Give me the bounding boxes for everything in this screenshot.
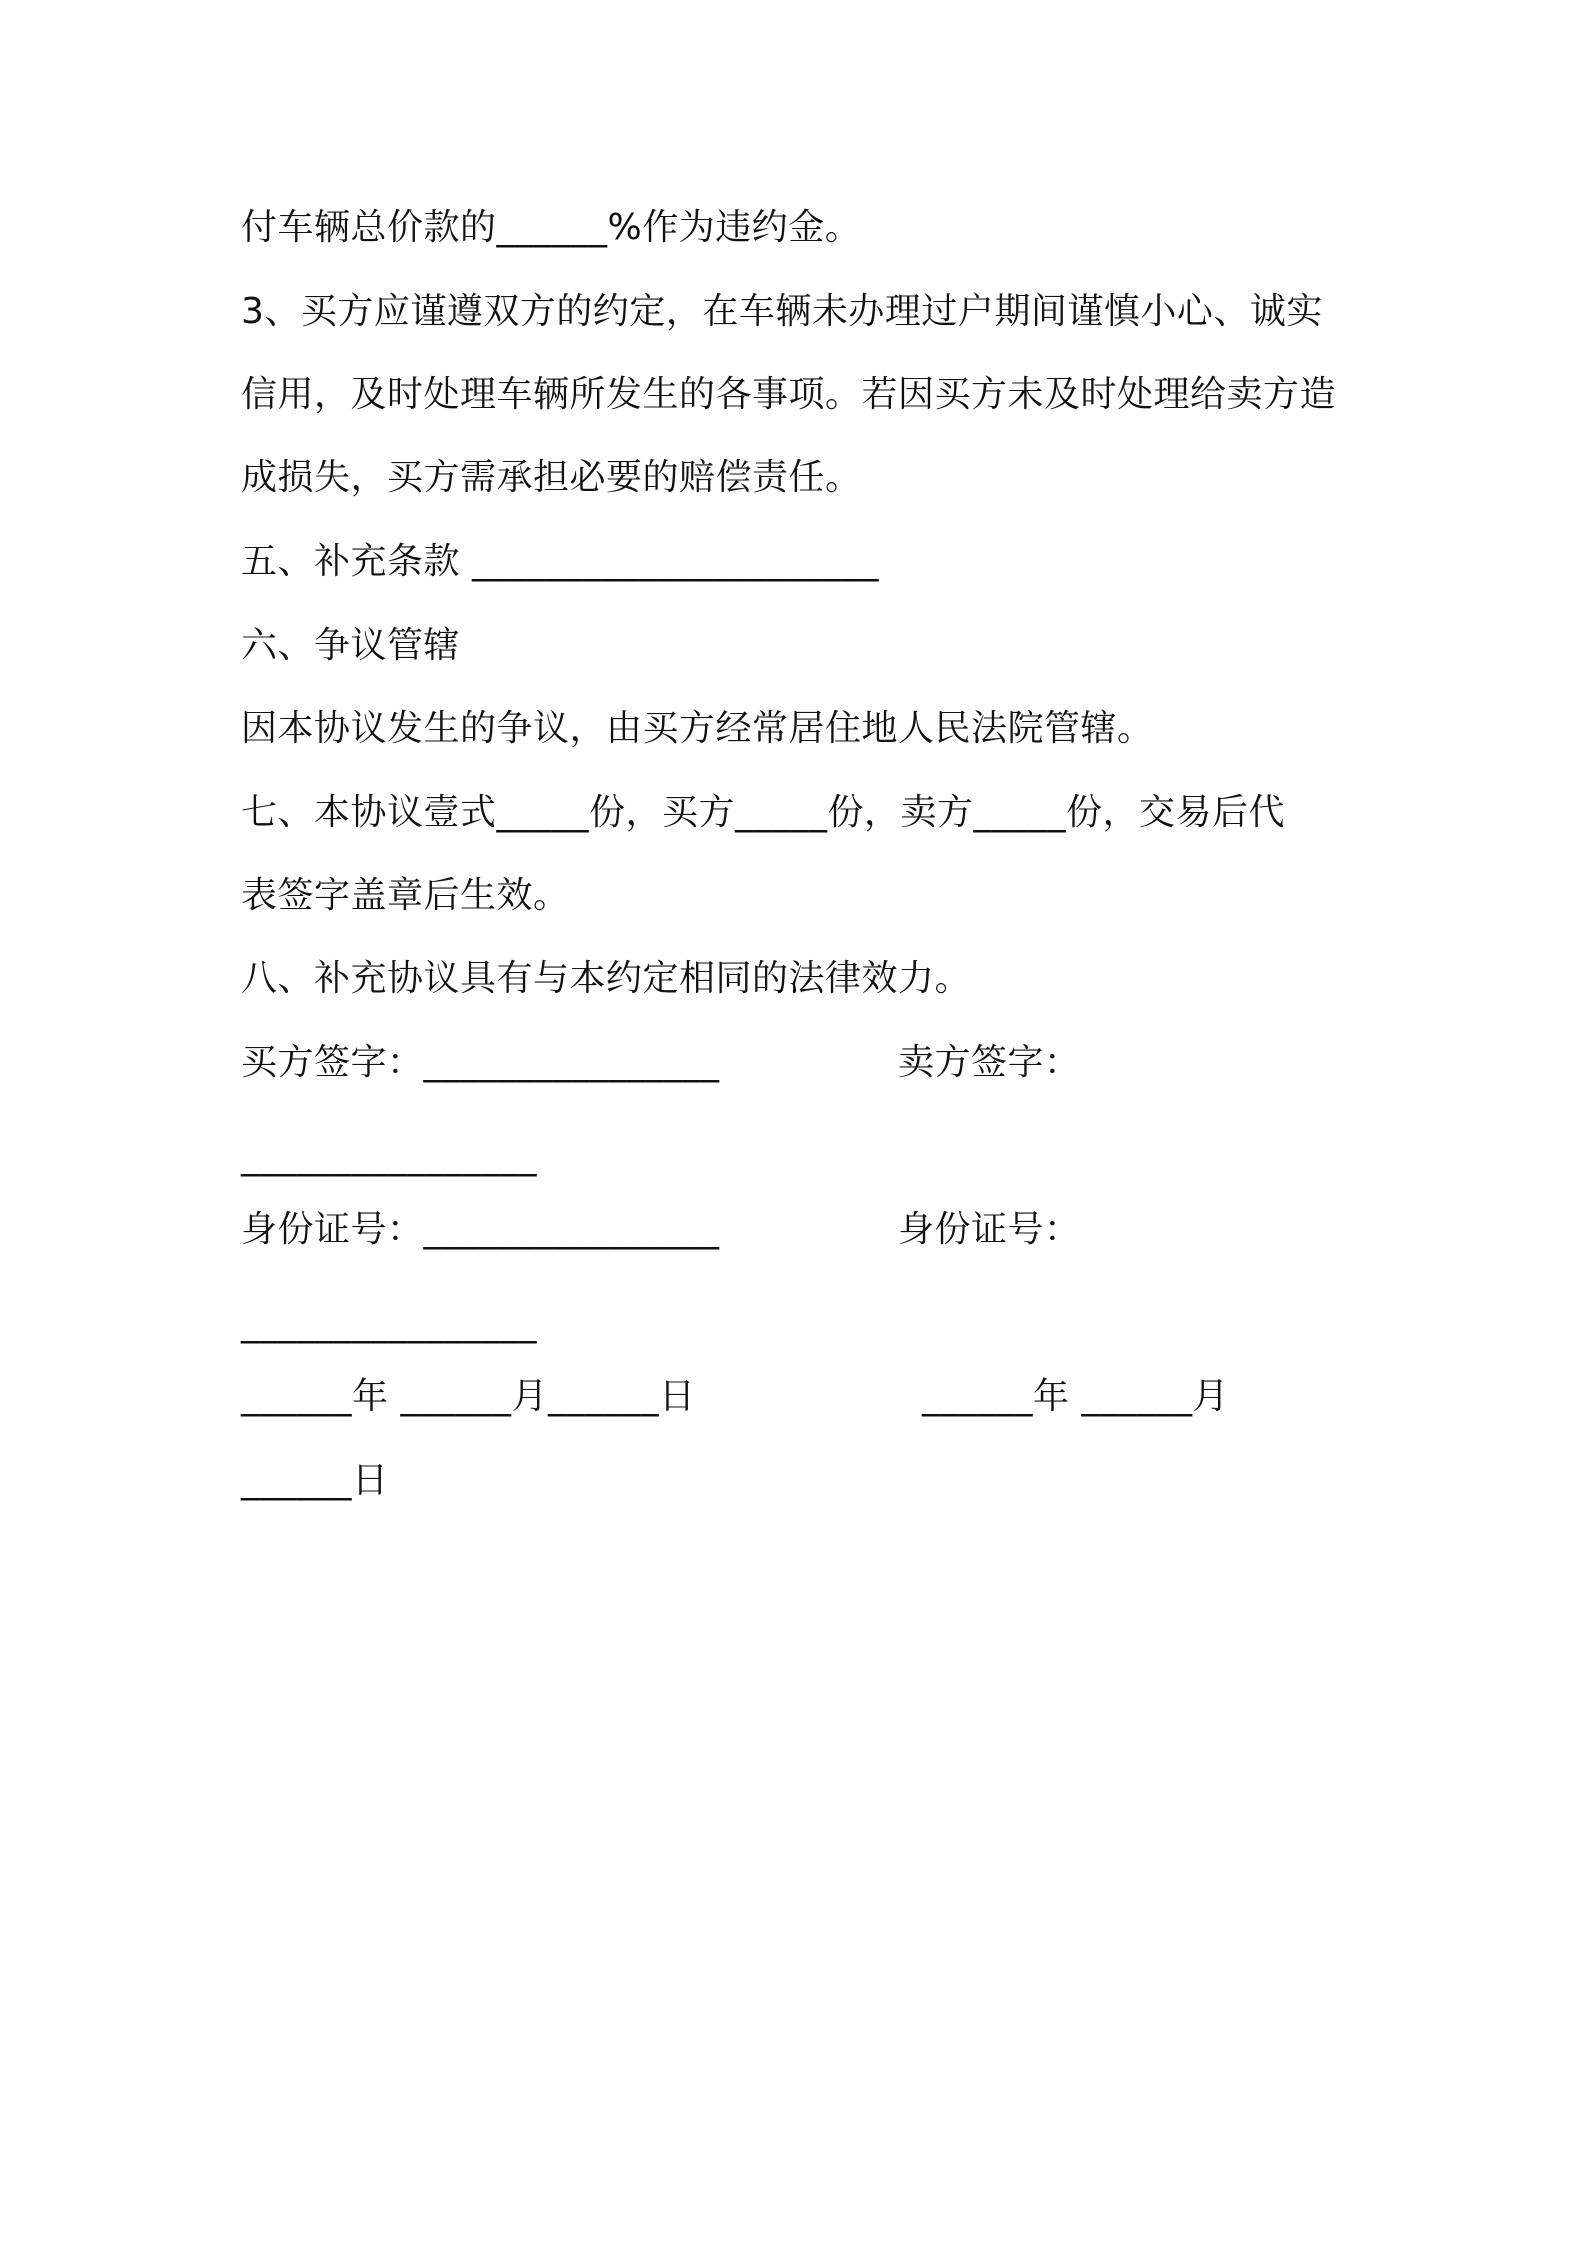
- paragraph-dispute: 因本协议发生的争议，由买方经常居住地人民法院管辖。: [241, 708, 1154, 749]
- section-copies-line-1: 七、本协议壹式_____份，买方_____份，卖方_____份，交易后代: [241, 792, 1286, 833]
- paragraph-line-2: 3、买方应谨遵双方的约定，在车辆未办理过户期间谨慎小心、诚实: [241, 291, 1323, 332]
- buyer-id-number: 身份证号：________________: [241, 1209, 720, 1250]
- section-copies-line-2: 表签字盖章后生效。: [241, 875, 570, 916]
- seller-signature-line: ________________: [241, 1136, 537, 1177]
- section-dispute-jurisdiction: 六、争议管辖: [241, 625, 461, 666]
- seller-date-day: ______日: [241, 1460, 389, 1501]
- seller-id-line: ________________: [241, 1303, 537, 1344]
- seller-id-label: 身份证号：: [898, 1209, 1081, 1250]
- seller-date: ______年 ______月: [922, 1376, 1229, 1417]
- buyer-date: ______年 ______月______日: [241, 1376, 696, 1417]
- section-supplementary-terms: 五、补充条款 ______________________: [241, 541, 879, 582]
- section-legal-effect: 八、补充协议具有与本约定相同的法律效力。: [241, 958, 972, 999]
- paragraph-line-4: 成损失，买方需承担必要的赔偿责任。: [241, 457, 862, 498]
- buyer-signature: 买方签字：________________: [241, 1042, 720, 1083]
- paragraph-line-1: 付车辆总价款的______%作为违约金。: [241, 207, 862, 248]
- seller-signature-label: 卖方签字：: [898, 1042, 1081, 1083]
- paragraph-line-3: 信用，及时处理车辆所发生的各事项。若因买方未及时处理给卖方造: [241, 374, 1337, 415]
